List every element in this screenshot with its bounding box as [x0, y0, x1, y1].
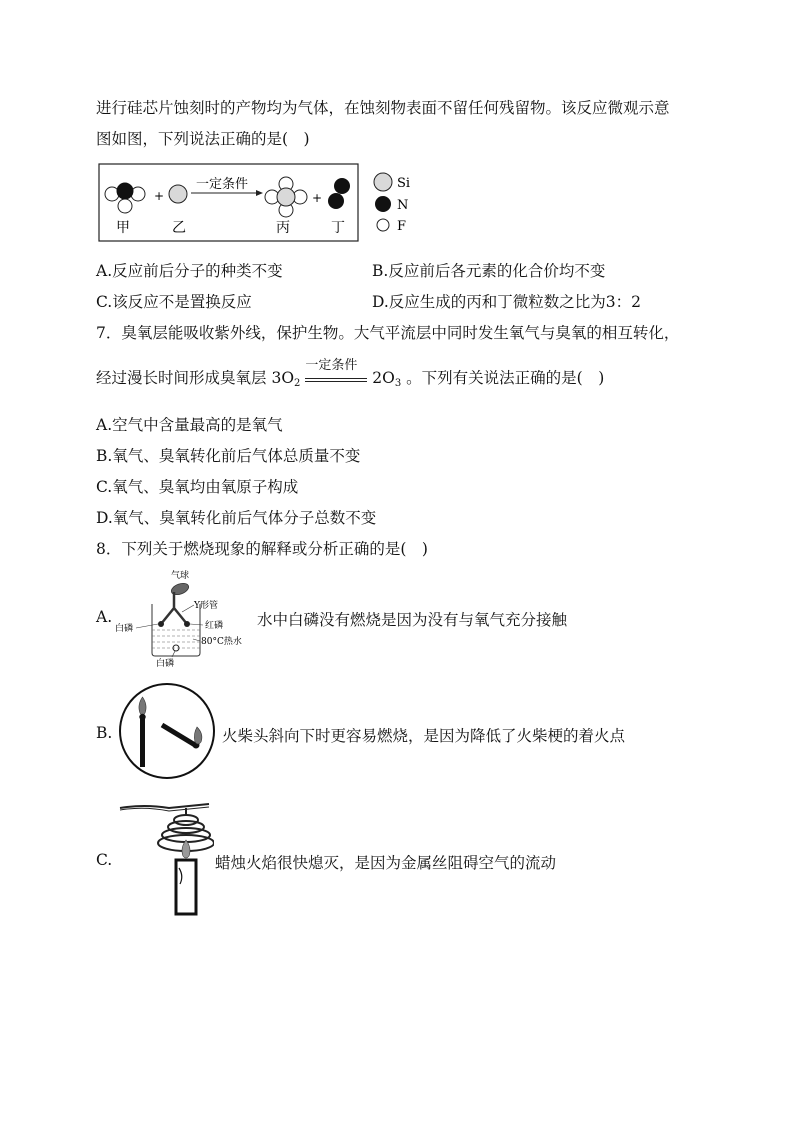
molecule-yi	[169, 185, 187, 203]
q7-option-c[interactable]: C.氧气、臭氧均由氧原子构成	[96, 478, 299, 496]
legend	[374, 173, 410, 234]
q8-option-b-text[interactable]: 火柴头斜向下时更容易燃烧，是因为降低了火柴梗的着火点	[222, 727, 626, 745]
plus-sign-1: +	[154, 189, 165, 203]
q8-option-a-letter[interactable]: A.	[96, 608, 113, 626]
legend-n: N	[397, 198, 409, 213]
eq-right: $2O_3$	[372, 369, 402, 389]
q6-option-b[interactable]: B.反应前后各元素的化合价均不变	[372, 262, 606, 280]
phosphorus-experiment-figure	[114, 568, 249, 670]
q6-option-d[interactable]: D.反应生成的丙和丁微粒数之比为3：2	[372, 293, 642, 311]
q8-stem: 8．下列关于燃烧现象的解释或分析正确的是( )	[96, 540, 428, 558]
q7-option-a[interactable]: A.空气中含量最高的是氧气	[96, 416, 283, 434]
label-bing: 丙	[276, 220, 290, 236]
q7-line2-pre: 经过漫长时间形成臭氧层	[96, 369, 267, 387]
q7-stem-line1: 7．臭氧层能吸收紫外线，保护生物。大气平流层中同时发生氧气与臭氧的相互转化，	[96, 324, 680, 342]
q6-stem-line1: 进行硅芯片蚀刻时的产物均为气体，在蚀刻物表面不留任何残留物。该反应微观示意	[96, 99, 670, 117]
q8-option-c-letter[interactable]: C.	[96, 851, 113, 869]
q6-option-c[interactable]: C.该反应不是置换反应	[96, 293, 252, 311]
label-jia: 甲	[116, 220, 130, 236]
eq-left: $3O_2$	[271, 369, 301, 389]
eq-condition: 一定条件	[305, 358, 358, 373]
molecule-jia	[105, 183, 145, 213]
label-yi: 乙	[172, 220, 186, 236]
reaction-diagram	[96, 160, 426, 245]
matchstick-figure	[117, 681, 217, 781]
label-ding: 丁	[331, 220, 345, 236]
q7-stem-line2	[96, 358, 605, 389]
candle-coil-figure	[114, 796, 214, 916]
q7-option-d[interactable]: D.氧气、臭氧转化前后气体分子总数不变	[96, 509, 377, 527]
q7-equation	[271, 358, 402, 389]
molecule-ding	[328, 178, 350, 209]
q7-line2-post: 。下列有关说法正确的是( )	[406, 369, 605, 387]
legend-f: F	[397, 219, 407, 234]
q6-option-a[interactable]: A.反应前后分子的种类不变	[96, 262, 283, 280]
label-balloon: 气球	[171, 571, 190, 581]
q8-option-c-text[interactable]: 蜡烛火焰很快熄灭，是因为金属丝阻碍空气的流动	[215, 854, 557, 872]
q8-option-a-text[interactable]: 水中白磷没有燃烧是因为没有与氧气充分接触	[257, 611, 568, 629]
label-red-phosphorus: 红磷	[205, 621, 224, 631]
plus-sign-2: +	[312, 191, 323, 205]
label-white-phosphorus-left: 白磷	[115, 624, 134, 634]
molecule-bing	[265, 177, 307, 217]
label-hot-water: 80°C热水	[201, 637, 242, 647]
q8-option-b-letter[interactable]: B.	[96, 724, 113, 742]
q6-stem-line2: 图如图，下列说法正确的是( )	[96, 130, 310, 148]
reaction-condition: 一定条件	[196, 177, 249, 192]
label-white-phosphorus-bottom: 白磷	[156, 659, 175, 669]
legend-si: Si	[397, 176, 411, 191]
label-ytube: Y形管	[194, 601, 218, 611]
q7-option-b[interactable]: B.氧气、臭氧转化前后气体总质量不变	[96, 447, 361, 465]
eq-arrow	[305, 358, 367, 386]
